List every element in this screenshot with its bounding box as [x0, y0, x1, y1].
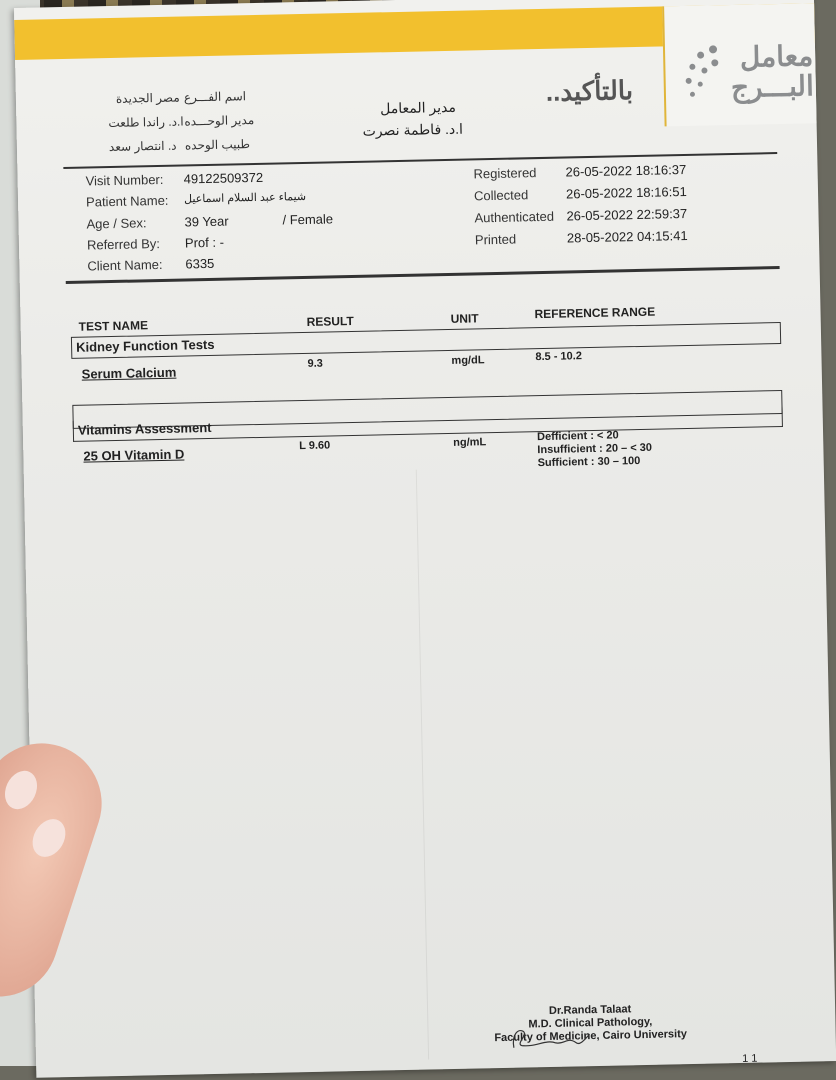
paper-fold — [416, 470, 429, 1060]
lab-manager-value: ا.د. فاطمة نصرت — [362, 120, 464, 139]
collected-label: Collected — [473, 187, 529, 204]
branch-label: اسم الفـــرع — [183, 89, 247, 105]
section-title: Vitamins Assessment — [77, 419, 212, 438]
client-name-label: Client Name: — [87, 256, 163, 274]
page-number: 1 1 — [742, 1052, 758, 1065]
patient-name: شيماء عبد السلام اسماعيل — [183, 190, 307, 206]
range-line: Sufficient : 30 – 100 — [537, 454, 641, 470]
range-vitamin-d — [537, 429, 652, 470]
lab-report-page — [14, 0, 836, 1078]
tagline: بالتأكيد.. — [545, 75, 634, 107]
signature-icon — [505, 1016, 596, 1058]
printed-date: 28-05-2022 04:15:41 — [566, 227, 688, 246]
printed-label: Printed — [474, 231, 517, 248]
range-line: Defficient : < 20 — [536, 429, 619, 444]
client-name: 6335 — [185, 255, 215, 272]
doctor-degree: M.D. Clinical Pathology, — [528, 1015, 653, 1031]
visit-number-label: Visit Number: — [85, 171, 164, 189]
unit-doctor-label: طبيب الوحده — [184, 137, 251, 153]
unit-manager-value: ا.د. راندا طلعت — [108, 114, 184, 131]
col-reference-range: REFERENCE RANGE — [534, 304, 656, 322]
range-serum-calcium: 8.5 - 10.2 — [535, 350, 583, 364]
unit-doctor-value: د. انتصار سعد — [108, 138, 177, 155]
authenticated-date: 26-05-2022 22:59:37 — [566, 205, 688, 224]
branch-value: مصر الجديدة — [115, 90, 180, 106]
lab-logo-icon — [683, 45, 724, 106]
sex: / Female — [282, 211, 334, 228]
patient-rule — [66, 266, 780, 284]
lab-manager-label: مدير المعامل — [380, 98, 457, 117]
referred-by: Prof : - — [184, 234, 225, 251]
unit-manager-label: مدير الوحـــده — [184, 112, 255, 129]
range-line: Insufficient : 20 – < 30 — [537, 441, 653, 457]
logo-line-1: معامل — [739, 40, 814, 73]
patient-name-label: Patient Name: — [85, 192, 169, 210]
result-vitamin-d: L 9.60 — [299, 439, 331, 453]
section-title: Kidney Function Tests — [75, 336, 215, 355]
col-test-name: TEST NAME — [78, 318, 149, 334]
col-result: RESULT — [306, 313, 354, 329]
age: 39 Year — [184, 213, 229, 230]
unit-serum-calcium: mg/dL — [451, 354, 485, 367]
lab-logo-text — [723, 41, 814, 103]
test-vitamin-d: 25 OH Vitamin D — [83, 446, 185, 464]
col-unit: UNIT — [450, 311, 479, 326]
test-serum-calcium: Serum Calcium — [81, 364, 177, 382]
logo-line-2: البـــرج — [730, 70, 815, 104]
section-kidney-function — [71, 322, 781, 359]
unit-vitamin-d: ng/mL — [453, 436, 487, 449]
visit-number: 49122509372 — [183, 169, 264, 187]
registered-label: Registered — [473, 165, 537, 182]
age-sex-label: Age / Sex: — [86, 215, 147, 232]
doctor-name: Dr.Randa Talaat — [548, 1003, 632, 1018]
result-serum-calcium: 9.3 — [307, 357, 323, 370]
authenticated-label: Authenticated — [474, 208, 555, 226]
collected-date: 26-05-2022 18:16:51 — [565, 183, 687, 202]
doctor-faculty: Faculty of Medicine, Cairo University — [494, 1028, 688, 1045]
registered-date: 26-05-2022 18:16:37 — [565, 161, 687, 180]
referred-by-label: Referred By: — [86, 235, 161, 253]
